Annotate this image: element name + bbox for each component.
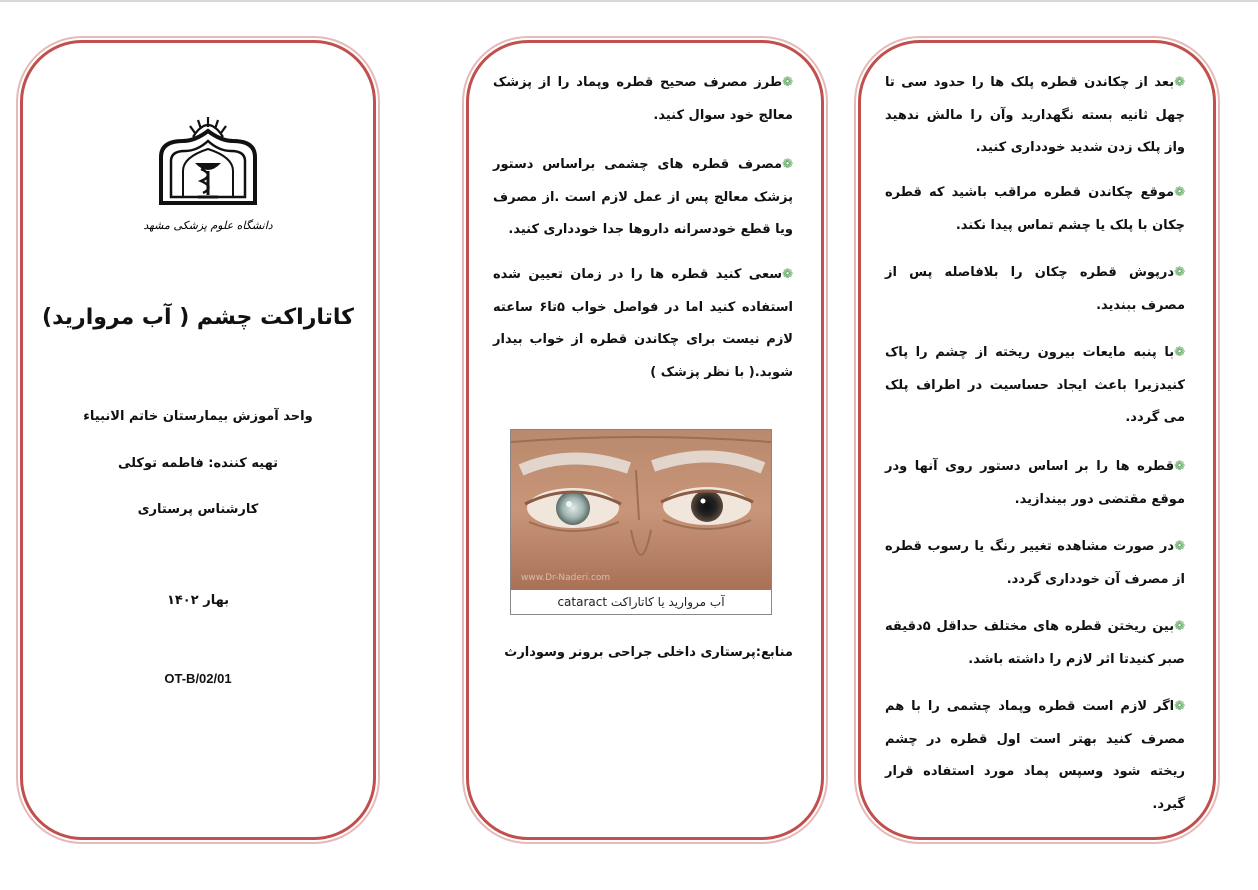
- season-text: بهار ۱۴۰۲: [166, 593, 230, 608]
- list-item: ❁بین ریختن قطره های مختلف حداقل ۵دقیقه صبر کنیدتا اثر لازم را داشته باشد.: [885, 619, 1185, 667]
- list-item: ❁بعد از چکاندن قطره پلک ها را حدود سی تا چهل ثانیه بسته نگهدارید وآن را مالش ندهید واز پلک زدن شدید خودداری کنید.: [885, 75, 1185, 155]
- logo-caption: دانشگاه علوم پزشکی مشهد: [143, 219, 273, 232]
- bullet-icon: ❁: [1174, 539, 1185, 554]
- university-emblem-icon: [143, 111, 273, 241]
- bullet-icon: ❁: [1174, 185, 1185, 200]
- list-item: ❁اگر لازم است قطره وپماد چشمی را با هم مصرف کنید بهتر است اول قطره در چشم ریخته شود وسپس پماد مورد استفاده قرار گیرد.: [885, 699, 1185, 812]
- photo-caption: آب مروارید یا کاتاراکت cataract: [557, 595, 725, 609]
- list-item: ❁قطره ها را بر اساس دستور روی آنها ودر موقع مقتضی دور بیندازید.: [885, 459, 1185, 507]
- list-item: ❁مصرف قطره های چشمی براساس دستور پزشک معالج پس از عمل لازم است .از مصرف ویا قطع خودسرانه داروها جدا خودداری کنید.: [493, 157, 793, 237]
- bullet-icon: ❁: [1174, 75, 1185, 90]
- cover-panel: [20, 40, 376, 840]
- list-item: ❁طرز مصرف صحیح قطره وپماد را از پزشک معالج خود سوال کنید.: [493, 75, 793, 123]
- list-item: ❁در صورت مشاهده تغییر رنگ یا رسوب قطره از مصرف آن خودداری گردد.: [885, 539, 1185, 587]
- brochure-title: کاتاراکت چشم ( آب مروارید): [42, 305, 354, 330]
- list-item: ❁درپوش قطره چکان را بلافاصله پس از مصرف ببندید.: [885, 265, 1185, 313]
- bullet-icon: ❁: [782, 267, 793, 282]
- author-text: تهیه کننده: فاطمه توکلی: [117, 456, 279, 471]
- bullet-icon: ❁: [1174, 619, 1185, 634]
- sources-text: منابع:پرستاری داخلی جراحی برونر وسودارث: [504, 645, 793, 660]
- bullet-icon: ❁: [1174, 699, 1185, 714]
- bullet-icon: ❁: [1174, 265, 1185, 280]
- watermark-text: www.Dr-Naderi.com: [521, 573, 611, 583]
- top-divider: [0, 0, 1258, 2]
- cataract-eyes-image: [511, 430, 771, 590]
- department-text: واحد آموزش بیمارستان خاتم الانبیاء: [83, 409, 313, 424]
- role-text: کارشناس پرستاری: [137, 502, 259, 517]
- document-code: OT-B/02/01: [164, 671, 232, 686]
- bullet-icon: ❁: [782, 75, 793, 90]
- bullet-icon: ❁: [1174, 345, 1185, 360]
- cataract-photo: [510, 429, 772, 615]
- bullet-icon: ❁: [1174, 459, 1185, 474]
- list-item: ❁سعی کنید قطره ها را در زمان تعیین شده استفاده کنید اما در فواصل خواب ۵تا۶ ساعته لازم نیست برای چکاندن قطره از خواب بیدار شوبد.( با نظر پزشک ): [493, 267, 794, 380]
- instructions-panel: [858, 40, 1216, 840]
- bullet-icon: ❁: [782, 157, 793, 172]
- list-item: ❁با پنبه مایعات بیرون ریخته از چشم را پاک کنیدزیرا باعث ایجاد حساسیت در اطراف پلک می گردد.: [885, 345, 1185, 425]
- list-item: ❁موقع چکاندن قطره مراقب باشید که قطره چکان با پلک یا چشم تماس پیدا نکند.: [885, 185, 1185, 233]
- middle-panel: [466, 40, 824, 840]
